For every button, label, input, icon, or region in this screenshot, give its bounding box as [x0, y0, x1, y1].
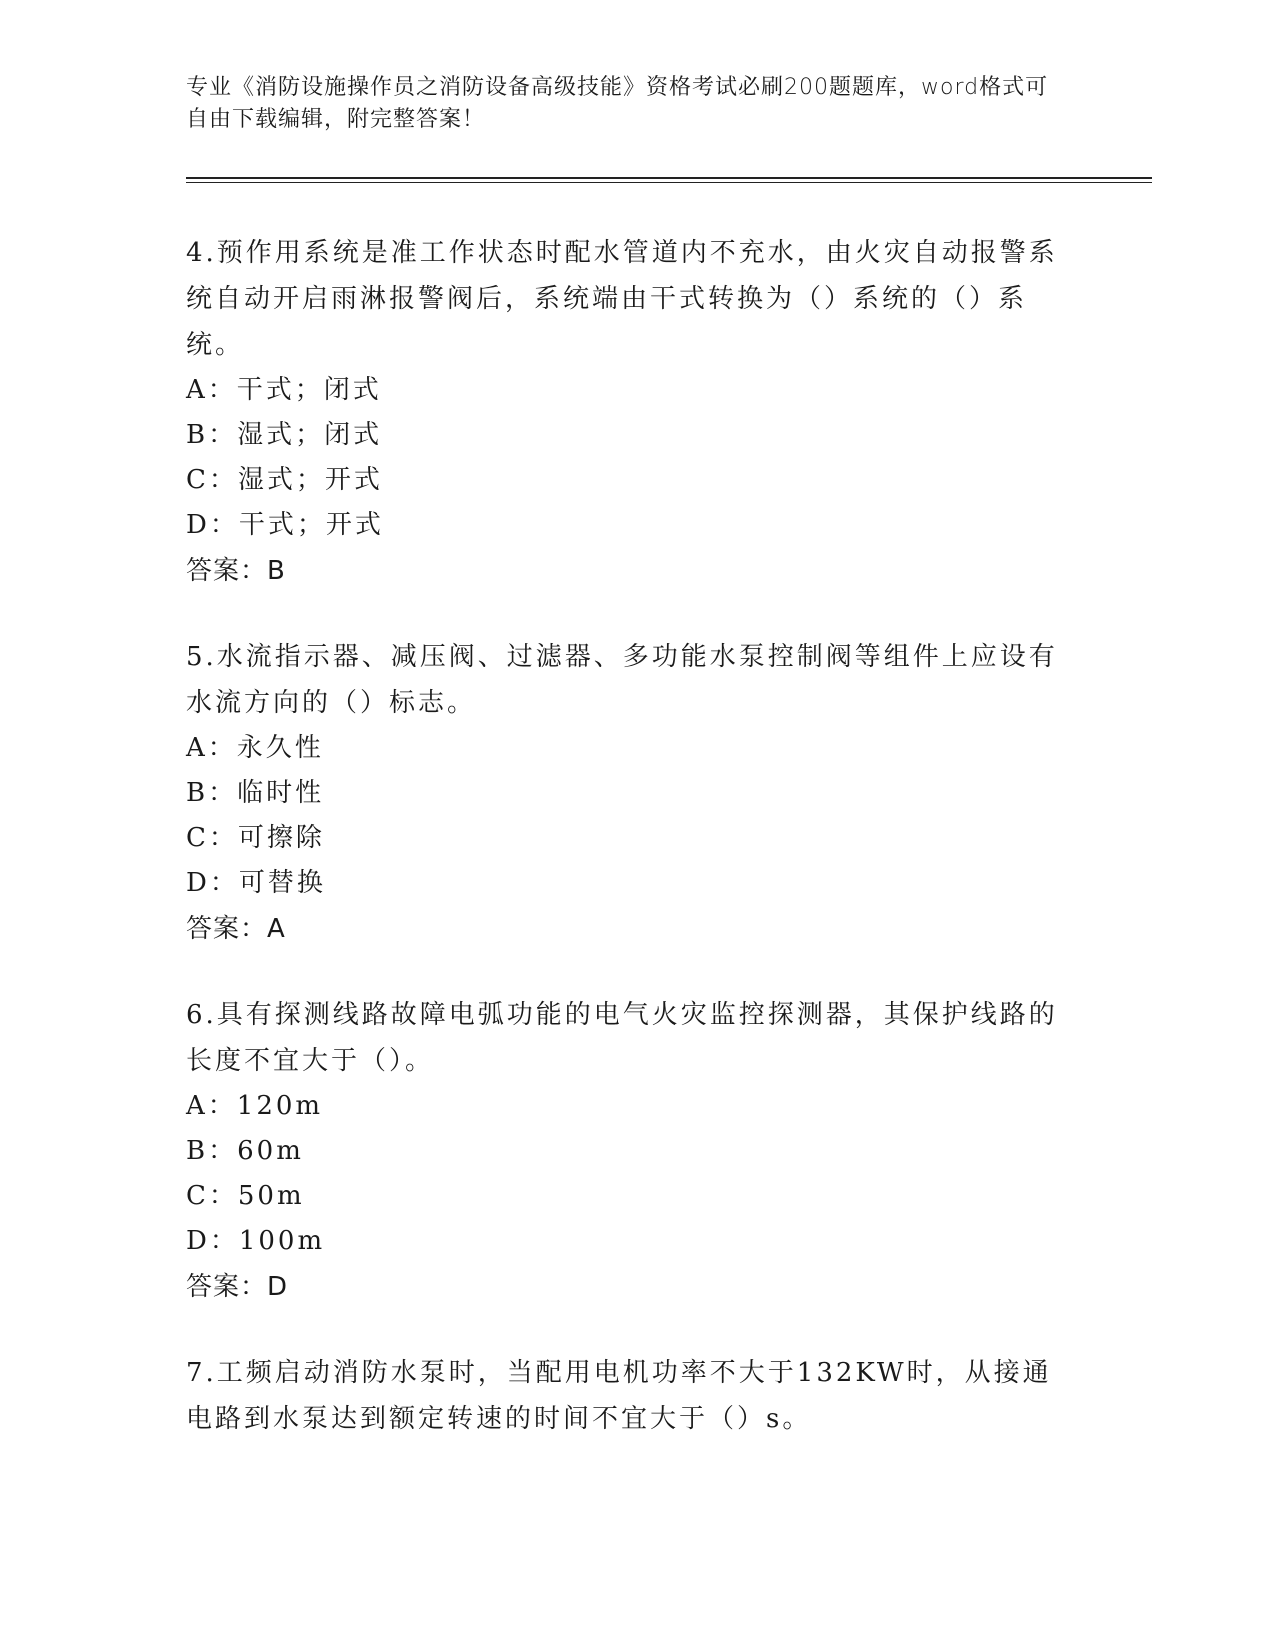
- question-4: [186, 230, 1066, 594]
- answer: 答案：A: [186, 914, 286, 944]
- option-d: D：可替换: [186, 868, 326, 898]
- question-7: [186, 1350, 1066, 1442]
- option-c: C：可擦除: [186, 823, 325, 853]
- question-5: [186, 634, 1066, 952]
- answer: 答案：B: [186, 556, 286, 586]
- option-c: C：50m: [186, 1181, 305, 1211]
- document-header: [186, 72, 1066, 136]
- question-6: [186, 992, 1066, 1310]
- option-c: C：湿式；开式: [186, 465, 383, 495]
- option-a: A：永久性: [186, 733, 324, 763]
- header-divider: [186, 177, 1152, 179]
- option-b: B：60m: [186, 1136, 304, 1166]
- header-title: 专业《消防设施操作员之消防设备高级技能》资格考试必刷200题题库，word格式可自由下载编辑，附完整答案！: [186, 75, 1049, 132]
- option-b: B：临时性: [186, 778, 325, 808]
- question-stem: 6.具有探测线路故障电弧功能的电气火灾监控探测器，其保护线路的长度不宜大于（）。: [186, 1000, 1058, 1076]
- question-list: [186, 230, 1066, 1482]
- option-d: D：100m: [186, 1226, 326, 1256]
- option-b: B：湿式；闭式: [186, 420, 383, 450]
- option-a: A：120m: [186, 1091, 324, 1121]
- question-stem: 5.水流指示器、减压阀、过滤器、多功能水泵控制阀等组件上应设有水流方向的（）标志。: [186, 642, 1058, 718]
- question-stem: 7.工频启动消防水泵时，当配用电机功率不大于132KW时，从接通电路到水泵达到额定转速的时间不宜大于（）s。: [186, 1358, 1052, 1434]
- option-d: D：干式；开式: [186, 510, 384, 540]
- header-divider-thin: [186, 182, 1152, 183]
- question-stem: 4.预作用系统是准工作状态时配水管道内不充水，由火灾自动报警系统自动开启雨淋报警阀后，系统端由干式转换为（）系统的（）系统。: [186, 238, 1058, 360]
- answer: 答案：D: [186, 1272, 289, 1302]
- option-a: A：干式；闭式: [186, 375, 382, 405]
